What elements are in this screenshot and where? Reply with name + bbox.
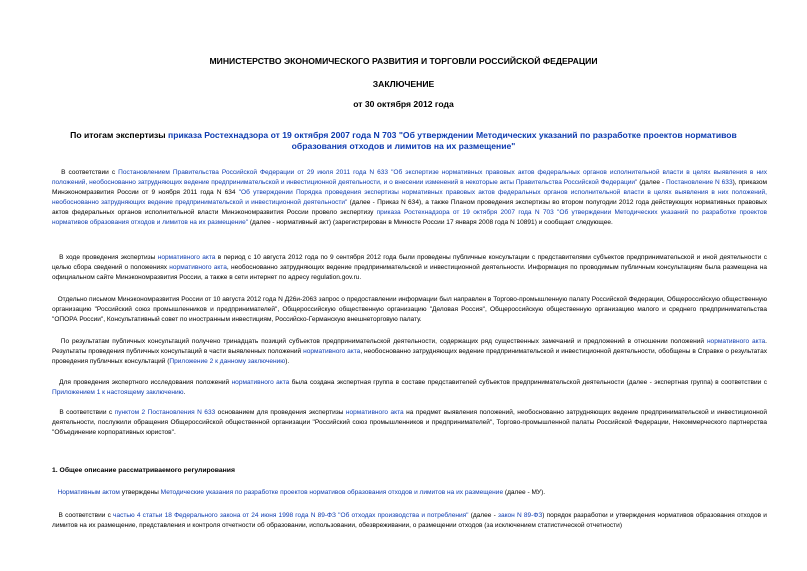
p8-text-1: В соответствии с [58,512,114,519]
p7-link-1[interactable]: Нормативным актом [57,489,120,496]
paragraph-3 [52,295,767,325]
p1-text-3: ), приказом Минэкономразвития России от 9 ноября 2011 года N 634 [52,179,767,196]
p6-text-1: В соответствии с [59,409,115,416]
p4-link-2[interactable]: нормативного акта [303,348,361,355]
p7-text-2: (далее - МУ). [503,489,546,496]
p8-link-law-short[interactable]: закон N 89-ФЗ [497,512,543,519]
p4-link-1[interactable]: нормативного акта [706,338,766,345]
p2-text-3: , необоснованно затрудняющих ведение предпринимательской и инвестиционной деятельности. Информация по проводимым публичным консультациям была размещена на официальном сайте Минэкономразвития России, а также в сети интернет по адресу regulation.gov.ru. [52,264,767,281]
p1-text-5: (далее - нормативный акт) (зарегистрирован в Минюсте России 17 января 2008 года N 10891) и сообщает следующее. [248,219,613,226]
p6-text-3: на предмет выявления положений, необоснованно затрудняющих ведение предпринимательской и инвестиционной деятельности, послужили обращения Общероссийской общественной организации "Российский союз промышленников и предпринимателей", Торгово-промышленной палаты Российской Федерации, Некоммерческого партнерства "Объединение корпоративных юристов". [52,409,767,436]
paragraph-4 [52,337,767,367]
p5-text-2: была создана экспертная группа в составе представителей субъектов предпринимательской деятельности (далее - экспертная группа) в соответствии с [289,379,767,386]
p5-link-appendix-1[interactable]: Приложением 1 к настоящему заключению [52,389,184,396]
paragraph-6 [52,408,767,438]
p1-link-postanovlenie-short[interactable]: Постановление N 633 [665,179,733,186]
p8-text-3: ) порядок разработки и утверждения нормативов образования отходов и лимитов на их размещение, представления и контроля отчетности об образовании, использовании, обезвреживании, о размещении отходов (за исключением статистической отчетности) [52,512,767,529]
p4-text-2: . Результаты проведения публичных консультаций в части выявленных положений [52,338,767,355]
p6-link-punkt-2[interactable]: пунктом 2 Постановления N 633 [114,409,216,416]
p4-text-3: , необоснованно затрудняющих ведение предпринимательской и инвестиционной деятельности, обобщены в Справке о результатах проведения публичных консультаций ( [52,348,767,365]
p8-link-law[interactable]: частью 4 статьи 18 Федерального закона от 24 июня 1998 года N 89-ФЗ "Об отходах производства и потребления" [113,512,469,519]
p5-link-1[interactable]: нормативного акта [231,379,290,386]
p5-text-1: Для проведения экспертного исследования положений [59,379,232,386]
doc-type-title: ЗАКЛЮЧЕНИЕ [372,79,435,89]
paragraph-5 [52,378,767,398]
p1-text-1: В соответствии с [61,169,119,176]
p1-link-prikaz[interactable]: приказа Ростехнадзора от 19 октября 2007 года N 703 "Об утверждении Методических указаний по разработке проектов нормативов образования отходов и лимитов на их размещение" [52,209,768,226]
ministry-title: МИНИСТЕРСТВО ЭКОНОМИЧЕСКОГО РАЗВИТИЯ И ТОРГОВЛИ РОССИЙСКОЙ ФЕДЕРАЦИИ [209,56,598,66]
paragraph-1 [52,168,767,228]
p8-text-2: (далее - [468,512,498,519]
p1-link-postanovlenie[interactable]: Постановлением Правительства Российской Федерации от 29 июля 2011 года N 633 "Об экспертизе нормативных правовых актов федеральных органов исполнительной власти в целях выявления в них положений, необоснованно затрудняющих ведение предпринимательской и инвестиционной деятельности, и о внесении изменений в некоторые акты Правительства Российской Федерации" [52,169,767,186]
p2-link-2[interactable]: нормативного акта [169,264,227,271]
p3-text-1: Отдельно письмом Минэкономразвития России от 10 августа 2012 года N Д26и-2063 запрос о предоставлении информации был направлен в Торгово-промышленную палату Российской Федерации, Общероссийскую общественную организацию "Российский союз промышленников и предпринимателей", Общероссийскую общественную организацию "Деловая Россия", Общероссийскую общественную организацию малого и среднего предпринимательства "ОПОРА России", Консультативный совет по иностранным инвестициям, Российско-Германскую внешнеторговую палату. [52,296,767,323]
p2-text-2: в период с 10 августа 2012 года по 9 сентября 2012 года были проведены публичные консультации с представителями субъектов предпринимательской и иной деятельности с целью сбора сведений о положениях [52,254,767,271]
p4-link-appendix-2[interactable]: Приложение 2 к данному заключению [169,358,286,365]
section-1-title: 1. Общее описание рассматриваемого регулирования [52,467,235,474]
p6-text-2: основанием для проведения экспертизы [215,409,346,416]
p4-text-1: По результатам публичных консультаций получено тринадцать позиций субъектов предпринимательской деятельности, содержащих ряд существенных замечаний и предложений в отношении положений [60,338,707,345]
subject-link[interactable]: приказа Ростехнадзора от 19 октября 2007 года N 703 "Об утверждении Методических указаний по разработке проектов нормативов образования отходов и лимитов на их размещение" [168,130,737,151]
doc-date: от 30 октября 2012 года [353,99,454,109]
p5-text-3: . [183,389,186,396]
p7-link-mu[interactable]: Методические указания по разработке проектов нормативов образования отходов и лимитов на их размещение [160,489,504,496]
paragraph-8 [52,511,767,531]
p1-link-poryadok[interactable]: "Об утверждении Порядка проведения экспертизы нормативных правовых актов федеральных органов исполнительной власти в целях выявления в них положений, необоснованно затрудняющих ведение предпринимательской и инвестиционной деятельности" [52,189,767,206]
p1-text-2: (далее - [637,179,666,186]
p2-text-1: В ходе проведения экспертизы [59,254,158,261]
p7-text-1: утверждены [119,489,161,496]
paragraph-7 [52,488,767,498]
p6-link-2[interactable]: нормативного акта [345,409,404,416]
p1-text-4: (далее - Приказ N 634), а также Планом проведения экспертизы во втором полугодии 2012 года действующих нормативных правовых актов федеральных органов исполнительной власти Минэкономразвития России провело экспертизу [52,199,767,216]
p4-text-4: ). [285,358,290,365]
subject-prefix: По итогам экспертизы [70,130,169,140]
paragraph-2 [52,253,767,283]
subject-heading [60,130,747,151]
p2-link-1[interactable]: нормативного акта [157,254,216,261]
